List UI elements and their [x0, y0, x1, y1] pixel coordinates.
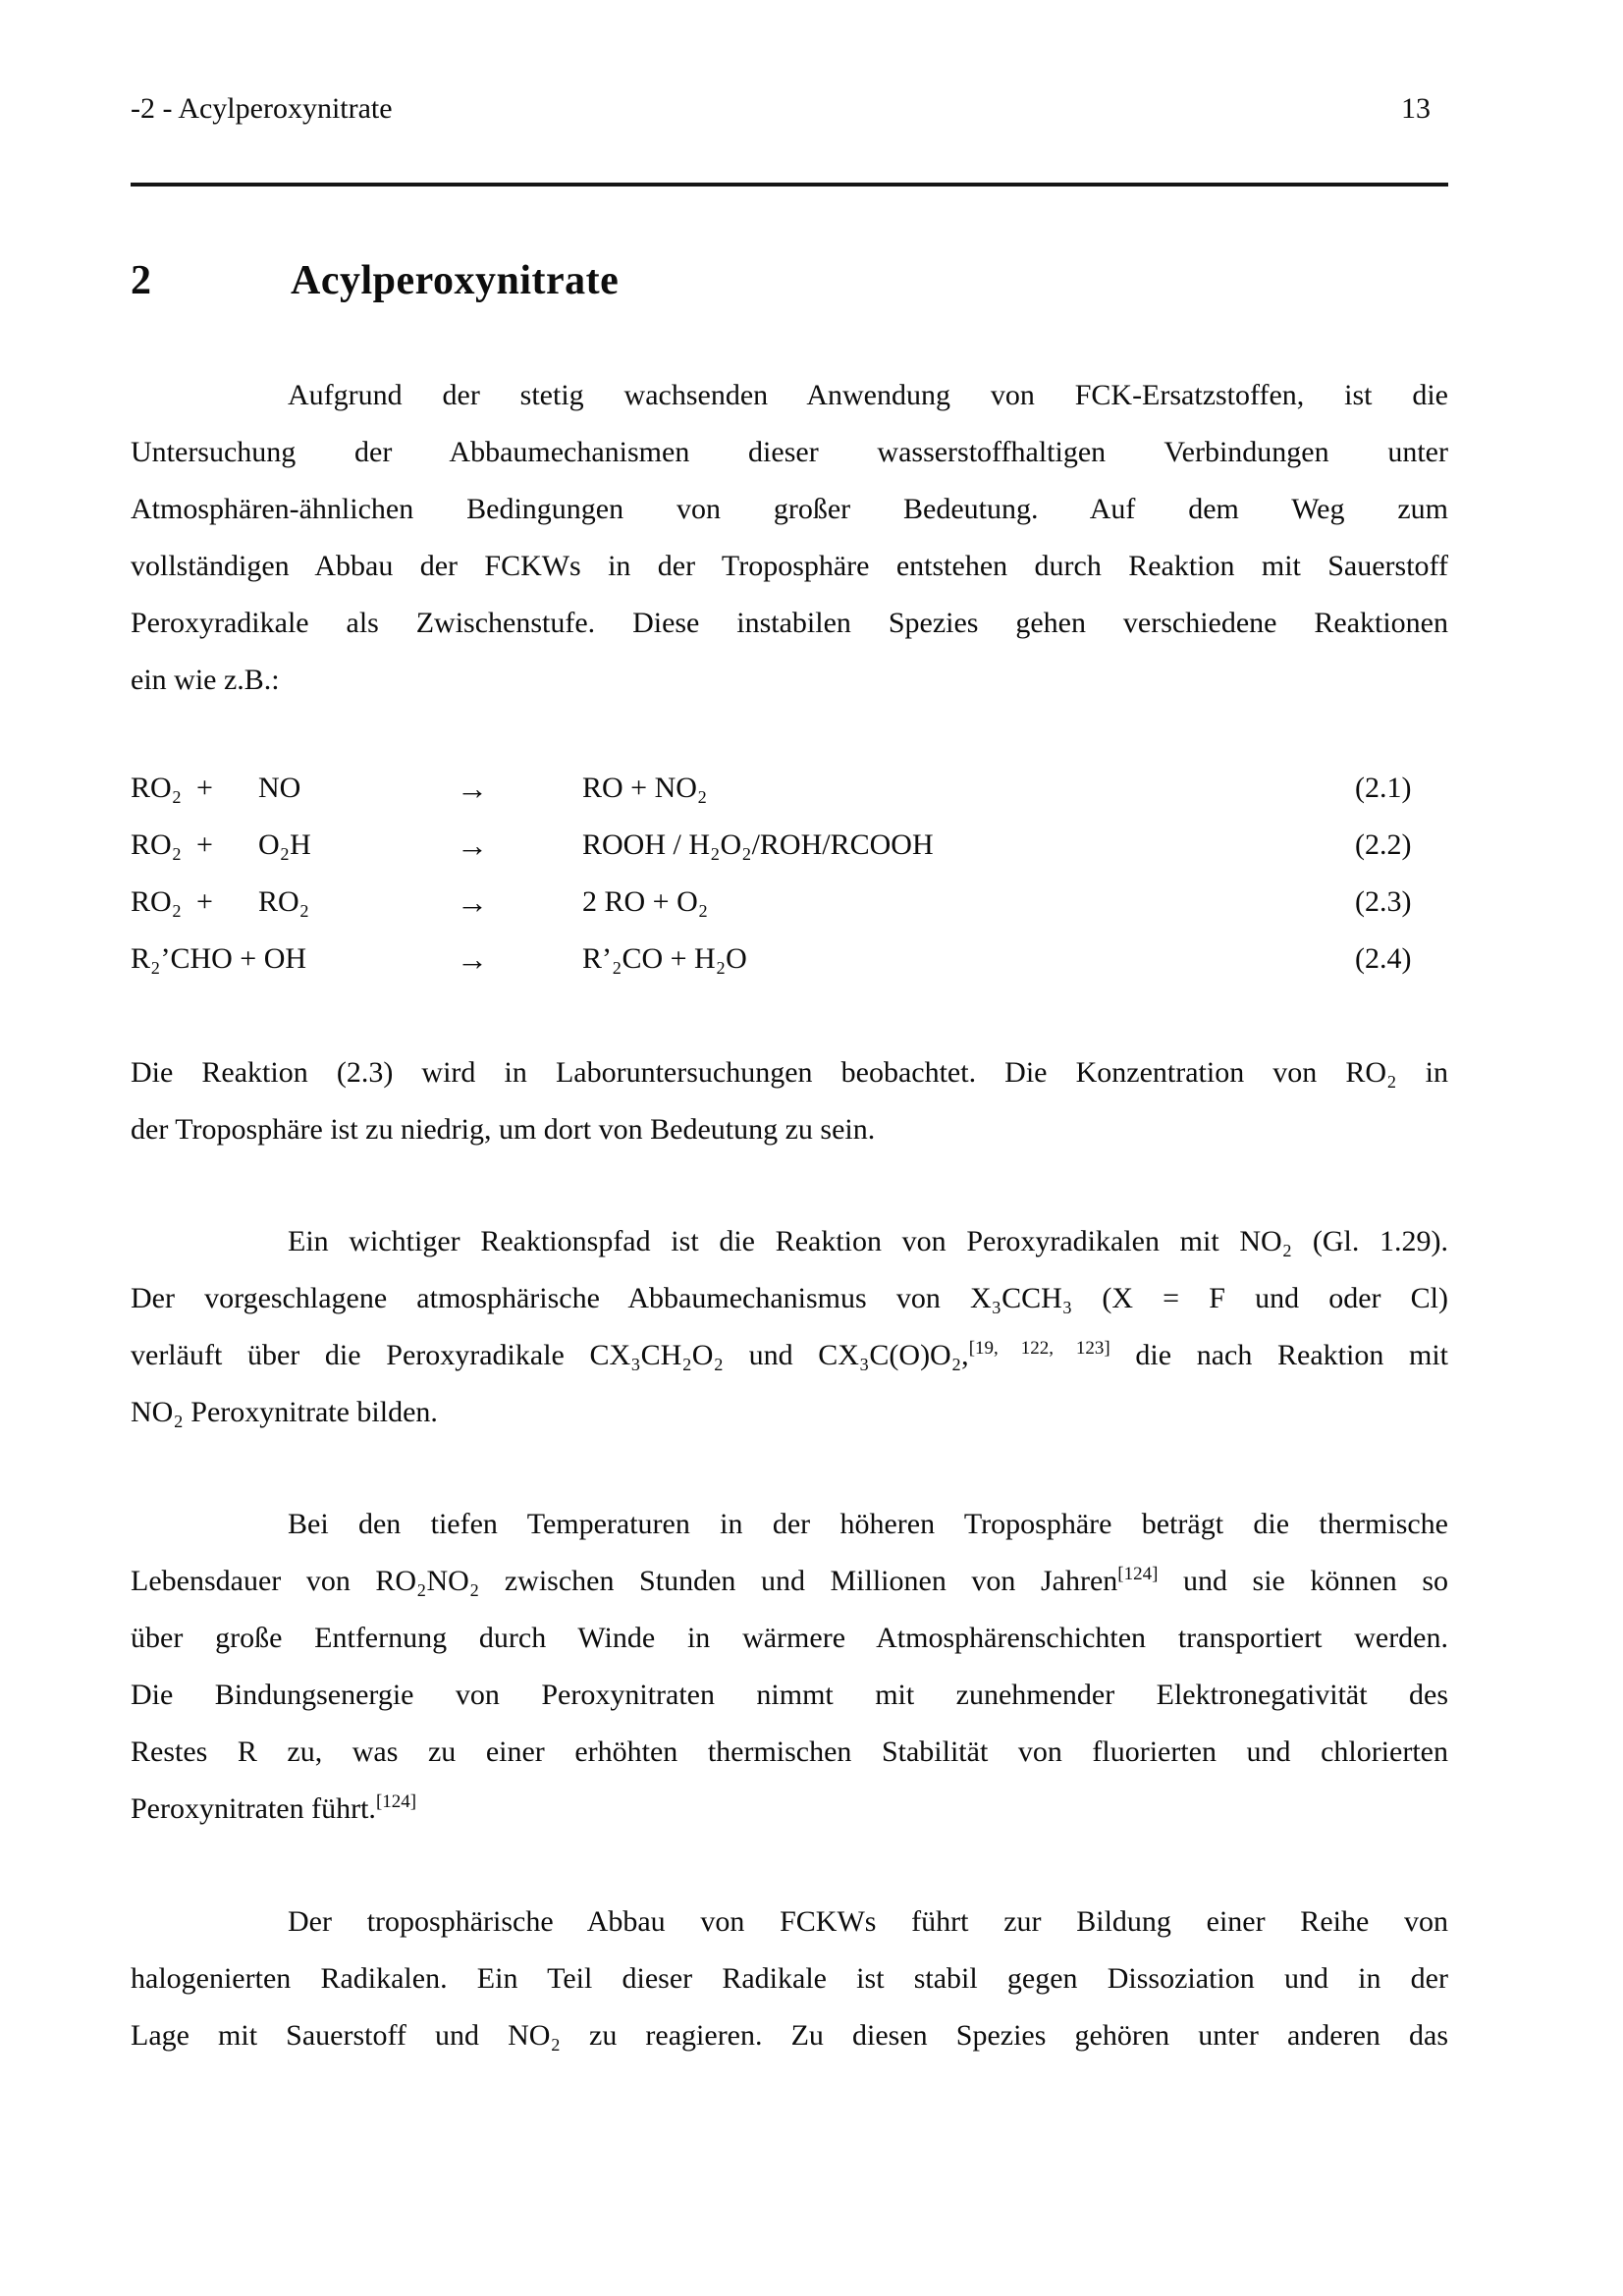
- reaction-arrow-icon: →: [457, 828, 488, 863]
- equation-row: [131, 874, 1448, 931]
- text-line: Untersuchung der Abbaumechanismen dieser wasserstoffhaltigen Verbindungen unter: [131, 436, 1448, 468]
- paragraph-reaction: [131, 1044, 1448, 1158]
- text-segment: und sie können so: [1158, 1565, 1448, 1597]
- equation-row: [131, 817, 1448, 874]
- text-segment: die nach Reaktion mit: [1109, 1339, 1448, 1371]
- text-line: über große Entfernung durch Winde in wärmere Atmosphärenschichten transportiert werden.: [131, 1622, 1448, 1654]
- section-title: Acylperoxynitrate: [291, 258, 620, 303]
- equation-products: 2 RO + O₂: [582, 885, 709, 918]
- text-line: Ein wichtiger Reaktionspfad ist die Reaktion von Peroxyradikalen mit NO₂ (Gl. 1.29).: [288, 1225, 1448, 1257]
- equation-reactant: O₂H: [258, 828, 311, 861]
- text-line: Der troposphärische Abbau von FCKWs führt zur Bildung einer Reihe von: [288, 1905, 1448, 1938]
- text-line: Die Bindungsenergie von Peroxynitraten nimmt mit zunehmender Elektronegativität des: [131, 1679, 1448, 1711]
- equation-row: [131, 760, 1448, 817]
- equation-reactant: RO₂: [131, 885, 183, 918]
- text-segment: Lebensdauer von RO₂NO₂ zwischen Stunden und Millionen von Jahren: [131, 1565, 1118, 1597]
- text-line: Die Reaktion (2.3) wird in Laboruntersuchungen beobachtet. Die Konzentration von RO₂ in: [131, 1056, 1448, 1089]
- equation-number: (2.4): [1355, 942, 1412, 975]
- plus-sign: +: [196, 828, 213, 861]
- equation-products: RO + NO₂: [582, 772, 708, 804]
- equation-row: [131, 931, 1448, 988]
- text-line: vollständigen Abbau der FCKWs in der Troposphäre entstehen durch Reaktion mit Sauerstoff: [131, 550, 1448, 582]
- paragraph-abbau: [131, 1894, 1448, 2064]
- plus-sign: +: [196, 772, 213, 804]
- equation-number: (2.3): [1355, 885, 1412, 918]
- equation-products: R’₂CO + H₂O: [582, 942, 747, 975]
- text-line: Aufgrund der stetig wachsenden Anwendung von FCK-Ersatzstoffen, ist die: [288, 379, 1448, 411]
- citation-superscript: [19, 122, 123]: [968, 1338, 1110, 1359]
- paragraph-pathway: [131, 1213, 1448, 1441]
- equation-reactant: R₂’CHO + OH: [131, 942, 307, 975]
- header-divider: [131, 183, 1448, 187]
- equation-reactant: NO: [258, 772, 301, 804]
- reaction-arrow-icon: →: [457, 771, 488, 806]
- citation-superscript: [124]: [375, 1791, 417, 1812]
- text-line: der Troposphäre ist zu niedrig, um dort von Bedeutung zu sein.: [131, 1113, 876, 1146]
- text-line: halogenierten Radikalen. Ein Teil dieser Radikale ist stabil gegen Dissoziation und in der: [131, 1962, 1448, 1995]
- text-segment: Peroxynitraten führt.: [131, 1792, 376, 1825]
- page-number: 13: [1401, 92, 1431, 125]
- text-segment: verläuft über die Peroxyradikale CX₃CH₂O₂ und CX₃C(O)O₂,: [131, 1339, 969, 1371]
- text-line: [131, 1781, 1448, 1838]
- text-line: [131, 1553, 1448, 1610]
- text-line: Atmosphären-ähnlichen Bedingungen von großer Bedeutung. Auf dem Weg zum: [131, 493, 1448, 525]
- reaction-arrow-icon: →: [457, 941, 488, 977]
- running-header: [131, 92, 1448, 126]
- plus-sign: +: [196, 885, 213, 918]
- paragraph-lifetime: [131, 1496, 1448, 1838]
- equation-number: (2.2): [1355, 828, 1412, 861]
- paragraph-intro: [131, 367, 1448, 709]
- section-heading: [131, 255, 1448, 306]
- equation-reactant: RO₂: [258, 885, 310, 918]
- citation-superscript: [124]: [1117, 1564, 1159, 1584]
- equation-reactant: RO₂: [131, 828, 183, 861]
- equation-number: (2.1): [1355, 772, 1412, 804]
- text-line: Peroxyradikale als Zwischenstufe. Diese instabilen Spezies gehen verschiedene Reaktionen: [131, 607, 1448, 639]
- text-line: Restes R zu, was zu einer erhöhten thermischen Stabilität von fluorierten und chlorierten: [131, 1735, 1448, 1768]
- reaction-arrow-icon: →: [457, 884, 488, 920]
- text-line: Lage mit Sauerstoff und NO₂ zu reagieren. Zu diesen Spezies gehören unter anderen das: [131, 2019, 1448, 2052]
- equation-products: ROOH / H₂O₂/ROH/RCOOH: [582, 828, 934, 861]
- equation-block: [131, 760, 1448, 988]
- equation-reactant: RO₂: [131, 772, 183, 804]
- text-line: ein wie z.B.:: [131, 664, 280, 696]
- header-chapter-title: -2 - Acylperoxynitrate: [131, 92, 393, 125]
- text-line: Bei den tiefen Temperaturen in der höheren Troposphäre beträgt die thermische: [288, 1508, 1448, 1540]
- text-line: NO₂ Peroxynitrate bilden.: [131, 1396, 438, 1428]
- section-number: 2: [131, 258, 152, 303]
- text-line: Der vorgeschlagene atmosphärische Abbaumechanismus von X₃CCH₃ (X = F und oder Cl): [131, 1282, 1448, 1314]
- text-line: [131, 1327, 1448, 1384]
